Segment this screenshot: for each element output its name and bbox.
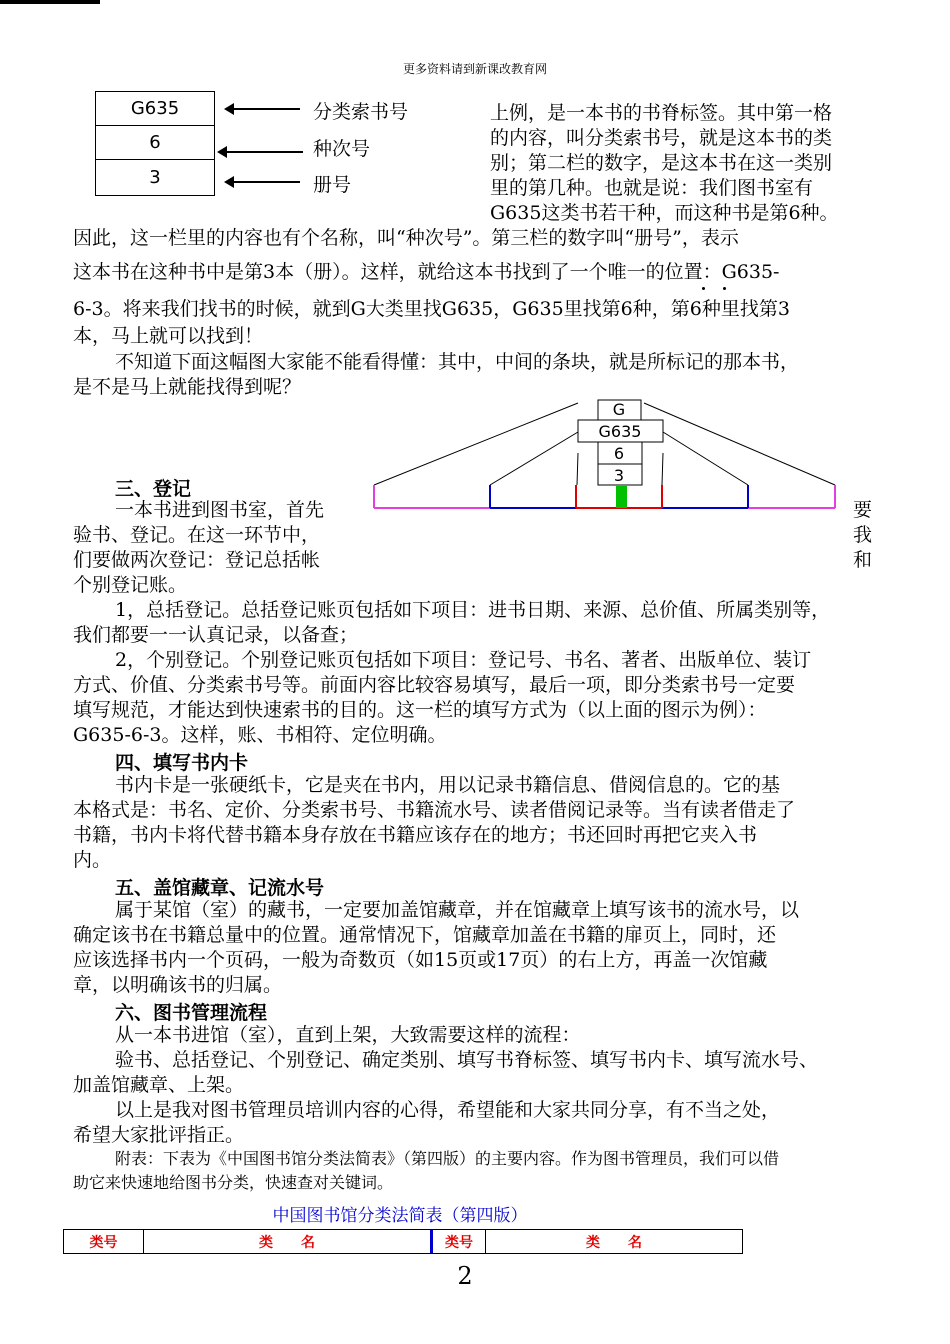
- text-line: 以上是我对图书管理员培训内容的心得，希望能和大家共同分享，有不当之处，: [115, 1099, 781, 1121]
- text-line: 方式、价值、分类索书号等。前面内容比较容易填写，最后一项，即分类索书号一定要: [73, 674, 796, 696]
- label-class-number: 分类索书号: [313, 101, 409, 123]
- text-line: 别；第二栏的数字，是这本书在这一类别: [490, 152, 833, 174]
- table-header-class-name: 类 名: [144, 1230, 433, 1253]
- text-line: 我们都要一一认真记录，以备查；: [73, 624, 359, 646]
- diagram-label-6: 6: [613, 444, 625, 463]
- text-line: 本，马上就可以找到！: [73, 325, 264, 347]
- text-line: 内。: [73, 849, 112, 871]
- text-line: 不知道下面这幅图大家能不能看得懂：其中，中间的条块，就是所标记的那本书，: [115, 351, 800, 373]
- text-line: 要: [853, 499, 873, 521]
- spine-row-seq-number: 6: [95, 125, 215, 160]
- appendix-text: 助它来快速地给图书分类，快速查对关键词。: [73, 1173, 394, 1192]
- text-line: 属于某馆（室）的藏书，一定要加盖馆藏章，并在馆藏章上填写该书的流水号，以: [115, 899, 800, 921]
- text-line: 2，个别登记。个别登记账页包括如下项目：登记号、书名、著者、出版单位、装订: [115, 649, 812, 671]
- intro-paragraph: [490, 101, 885, 226]
- text-line: 章，以明确该书的归属。: [73, 974, 283, 996]
- text-line: 加盖馆藏章、上架。: [73, 1074, 245, 1096]
- text-line: 本格式是：书名、定价、分类索书号、书籍流水号、读者借阅记录等。当有读者借走了: [73, 799, 796, 821]
- table-title: 中国图书馆分类法简表（第四版）: [272, 1206, 528, 1226]
- text-line: 和: [853, 549, 873, 571]
- target-book-block: [616, 486, 627, 508]
- text-line: 因此，这一栏里的内容也有个名称，叫“种次号”。第三栏的数字叫“册号”，表示: [73, 227, 739, 249]
- section-heading: 三、登记: [115, 478, 192, 500]
- text-line: 书内卡是一张硬纸卡，它是夹在书内，用以记录书籍信息、借阅信息的。它的基: [115, 774, 781, 796]
- table-header-class-number: 类号: [433, 1230, 486, 1253]
- text-line: 6-3。将来我们找书的时候，就到G大类里找G635，G635里找第6种，第6种里找第3: [73, 298, 790, 320]
- text-line: 的内容，叫分类索书号，就是这本书的类: [490, 127, 833, 149]
- text-line: 个别登记账。: [73, 574, 188, 596]
- arrow-left-icon: [225, 151, 303, 153]
- text-line: 是不是马上就能找得到呢？: [73, 376, 302, 398]
- arrow-left-icon: [232, 181, 300, 183]
- diagram-label-3: 3: [613, 466, 625, 485]
- text-line: 我: [853, 524, 873, 546]
- text-line: 希望大家批评指正。: [73, 1124, 245, 1146]
- diagram-label-G: G: [612, 400, 626, 419]
- text-line: G635这类书若干种，而这种书是第6种。: [490, 202, 839, 224]
- text-line: 验书、总括登记、个别登记、确定类别、填写书脊标签、填写书内卡、填写流水号、: [115, 1049, 819, 1071]
- spine-row-class-number: G635: [95, 91, 215, 126]
- corner-rule: [0, 0, 100, 4]
- emphasis-dot: [702, 287, 705, 290]
- text-line: 书籍，书内卡将代替书籍本身存放在书籍应该存在的地方；书还回时再把它夹入书: [73, 824, 758, 846]
- text-line: 应该选择书内一个页码，一般为奇数页（如15页或17页）的右上方，再盖一次馆藏: [73, 949, 768, 971]
- section-heading: 四、填写书内卡: [115, 752, 249, 774]
- table-header-class-number: 类号: [64, 1230, 144, 1253]
- table-header-class-name: 类 名: [586, 1234, 642, 1251]
- label-volume-number: 册号: [313, 174, 352, 196]
- text-line: 填写规范，才能达到快速索书的目的。这一栏的填写方式为（以上面的图示为例）：: [73, 699, 767, 721]
- text-line: 上例，是一本书的书脊标签。其中第一格: [490, 102, 833, 124]
- page-header: 更多资料请到新课改教育网: [402, 62, 547, 76]
- diagram-label-G635: G635: [598, 422, 642, 441]
- spine-row-volume-number: 3: [95, 159, 215, 196]
- text-line: 验书、登记。在这一环节中，: [73, 524, 321, 546]
- appendix-text: 附表：下表为《中国图书馆分类法简表》（第四版）的主要内容。作为图书管理员，我们可以借: [115, 1149, 780, 1168]
- emphasis-dot: [723, 287, 726, 290]
- text-line: 一本书进到图书室，首先: [115, 499, 325, 521]
- label-seq-number: 种次号: [313, 138, 371, 160]
- text-line: 里的第几种。也就是说：我们图书室有: [490, 177, 814, 199]
- section-heading: 六、图书管理流程: [115, 1002, 268, 1024]
- text-line: 1，总括登记。总括登记账页包括如下项目：进书日期、来源、总价值、所属类别等，: [115, 599, 831, 621]
- page-number: 2: [457, 1262, 473, 1290]
- text-line: 从一本书进馆（室），直到上架，大致需要这样的流程：: [115, 1024, 581, 1046]
- text-line: G635-6-3。这样，账、书相符、定位明确。: [73, 724, 447, 746]
- arrow-left-icon: [232, 108, 300, 110]
- shelf-location-diagram: [360, 395, 850, 520]
- classification-table: [63, 1229, 743, 1254]
- text-line: 们要做两次登记：登记总括帐: [73, 549, 321, 571]
- section-heading: 五、盖馆藏章、记流水号: [115, 877, 325, 899]
- text-line: 这本书在这种书中是第3本（册）。这样，就给这本书找到了一个唯一的位置：G635-: [73, 261, 780, 283]
- text-line: 确定该书在书籍总量中的位置。通常情况下，馆藏章加盖在书籍的扉页上，同时，还: [73, 924, 777, 946]
